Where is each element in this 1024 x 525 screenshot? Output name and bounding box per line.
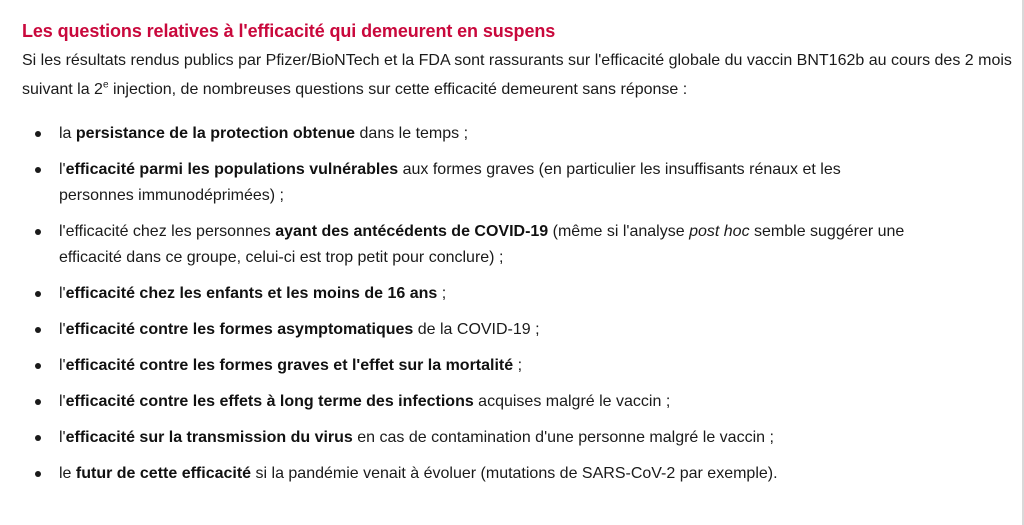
item-text: l' [59, 393, 66, 410]
item-text: l' [59, 321, 66, 338]
item-text: le [59, 465, 76, 482]
intro-paragraph [22, 46, 1017, 104]
item-text: l' [59, 429, 66, 446]
list-item-vulnerable-populations [22, 157, 909, 209]
item-text: de la COVID-19 ; [413, 321, 540, 338]
item-emphasis: efficacité chez les enfants et les moins de 16 ans [65, 285, 438, 302]
item-emphasis: persistance de la protection obtenue [75, 125, 356, 142]
intro-text-end: injection, de nombreuses questions sur cette efficacité demeurent sans réponse : [108, 81, 688, 98]
open-questions-list [22, 121, 1024, 487]
item-text: dans le temps ; [355, 125, 469, 142]
item-text: aux formes graves (en particulier les insuffisants rénaux et les personnes immunodéprimées) ; [59, 161, 841, 204]
item-text: si la pandémie venait à évoluer (mutations de SARS-CoV-2 par exemple). [251, 465, 778, 482]
bullet-dot-icon [35, 471, 41, 477]
bullet-dot-icon [35, 363, 41, 369]
item-text: (même si l'analyse [548, 223, 690, 240]
item-text: ; [437, 285, 447, 302]
intro-superscript: e [102, 79, 109, 91]
list-item-children [22, 281, 909, 307]
item-text: acquises malgré le vaccin ; [473, 393, 671, 410]
bullet-dot-icon [35, 399, 41, 405]
list-item-persistence [22, 121, 909, 147]
item-emphasis: efficacité parmi les populations vulnérables [65, 161, 399, 178]
item-emphasis: efficacité contre les formes graves et l'effet sur la mortalité [65, 357, 514, 374]
item-text: ; [513, 357, 523, 374]
section-title: Les questions relatives à l'efficacité qui demeurent en suspens [22, 21, 556, 41]
bullet-dot-icon [35, 167, 41, 173]
item-emphasis: efficacité sur la transmission du virus [65, 429, 353, 446]
item-emphasis: ayant des antécédents de COVID-19 [275, 223, 549, 240]
list-item-transmission [22, 425, 909, 451]
list-item-long-term-effects [22, 389, 909, 415]
item-emphasis: efficacité contre les effets à long terme des infections [65, 393, 474, 410]
item-text: l' [59, 357, 66, 374]
item-italic: post hoc [689, 223, 750, 240]
bullet-dot-icon [35, 229, 41, 235]
item-emphasis: efficacité contre les formes asymptomatiques [65, 321, 414, 338]
item-text: la [59, 125, 76, 142]
list-item-severe-forms [22, 353, 909, 379]
item-text: l'efficacité chez les personnes [59, 223, 276, 240]
intro-text: Si les résultats rendus publics par Pfizer/BioNTech et la FDA sont rassurants sur l'efficacité globale du vaccin BNT162b au cours des 2 mois suivant la 2 [22, 52, 1012, 98]
item-text: semble suggérer une efficacité dans ce groupe, celui-ci est trop petit pour conclure) ; [59, 223, 905, 266]
item-text: en cas de contamination d'une personne malgré le vaccin ; [352, 429, 774, 446]
bullet-dot-icon [35, 291, 41, 297]
item-emphasis: futur de cette efficacité [75, 465, 252, 482]
bullet-dot-icon [35, 435, 41, 441]
list-item-asymptomatic [22, 317, 909, 343]
item-text: l' [59, 285, 66, 302]
bullet-dot-icon [35, 327, 41, 333]
item-text: l' [59, 161, 66, 178]
list-item-future-efficacy [22, 461, 909, 487]
list-item-prior-covid [22, 219, 909, 271]
bullet-dot-icon [35, 131, 41, 137]
